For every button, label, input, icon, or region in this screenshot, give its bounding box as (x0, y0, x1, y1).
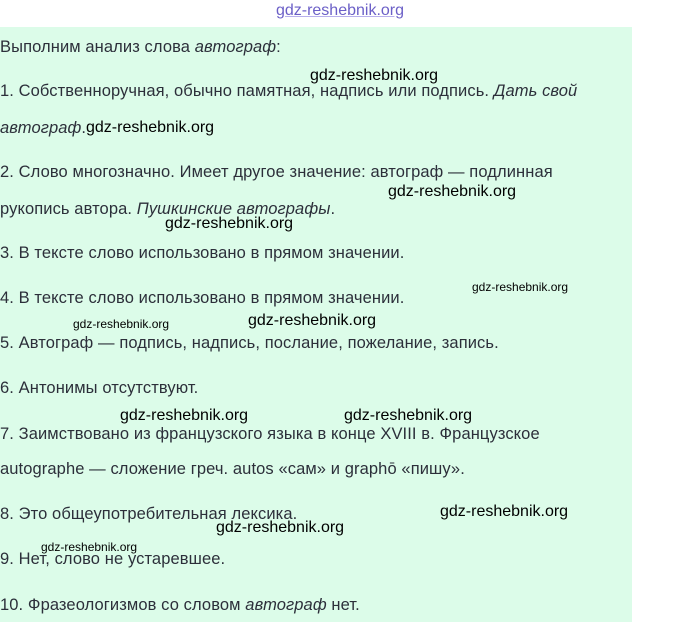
point-9: 9. Нет, слово не устаревшее. (0, 550, 226, 568)
watermark: gdz-reshebnik.org (41, 540, 138, 554)
point-2-text-b: рукопись автора. (0, 200, 137, 218)
point-5: 5. Автограф — подпись, надпись, послание, пожелание, запись. (0, 334, 499, 352)
intro-text: Выполним анализ слова (0, 38, 195, 56)
watermark: gdz-reshebnik.org (248, 312, 377, 329)
point-3: 3. В тексте слово использовано в прямом значении. (0, 244, 405, 262)
point-1-end: . (81, 119, 87, 137)
intro-line (0, 38, 281, 57)
watermark: gdz-reshebnik.org (86, 119, 215, 136)
point-7-line-b: autographe — сложение греч. autos «сам» и graphō «пишу». (0, 460, 465, 478)
point-10 (0, 596, 360, 615)
point-2-line-a: 2. Слово многозначно. Имеет другое значение: автограф — подлинная (0, 163, 553, 181)
point-1-line-b (0, 119, 86, 138)
point-2-example: Пушкинские автографы (136, 200, 331, 218)
point-4: 4. В тексте слово использовано в прямом значении. (0, 289, 405, 307)
site-link[interactable]: gdz-reshebnik.org (275, 2, 405, 19)
point-1-text: 1. Собственноручная, обычно памятная, надпись или подпись. (0, 82, 494, 100)
point-7-line-a: 7. Заимствовано из французского языка в конце XVIII в. Французское (0, 425, 540, 443)
intro-colon: : (276, 38, 281, 56)
intro-word: автограф (194, 38, 277, 56)
watermark: gdz-reshebnik.org (165, 215, 294, 232)
point-10-word: автограф (245, 596, 327, 614)
point-2-end: . (330, 200, 336, 218)
watermark: gdz-reshebnik.org (216, 519, 345, 536)
point-10-text: 10. Фразеологизмов со словом (0, 596, 246, 614)
point-1-example-a: Дать свой (493, 82, 578, 100)
point-10-end: нет. (326, 596, 360, 614)
watermark: gdz-reshebnik.org (344, 407, 473, 424)
point-1-line-a (0, 82, 577, 101)
watermark: gdz-reshebnik.org (440, 503, 569, 520)
watermark: gdz-reshebnik.org (310, 67, 439, 84)
watermark: gdz-reshebnik.org (73, 317, 170, 331)
watermark: gdz-reshebnik.org (120, 407, 249, 424)
point-1-example-b: автограф (0, 119, 82, 137)
watermark: gdz-reshebnik.org (388, 183, 517, 200)
point-6: 6. Антонимы отсутствуют. (0, 379, 199, 397)
watermark: gdz-reshebnik.org (472, 280, 569, 294)
point-8: 8. Это общеупотребительная лексика. (0, 505, 298, 523)
